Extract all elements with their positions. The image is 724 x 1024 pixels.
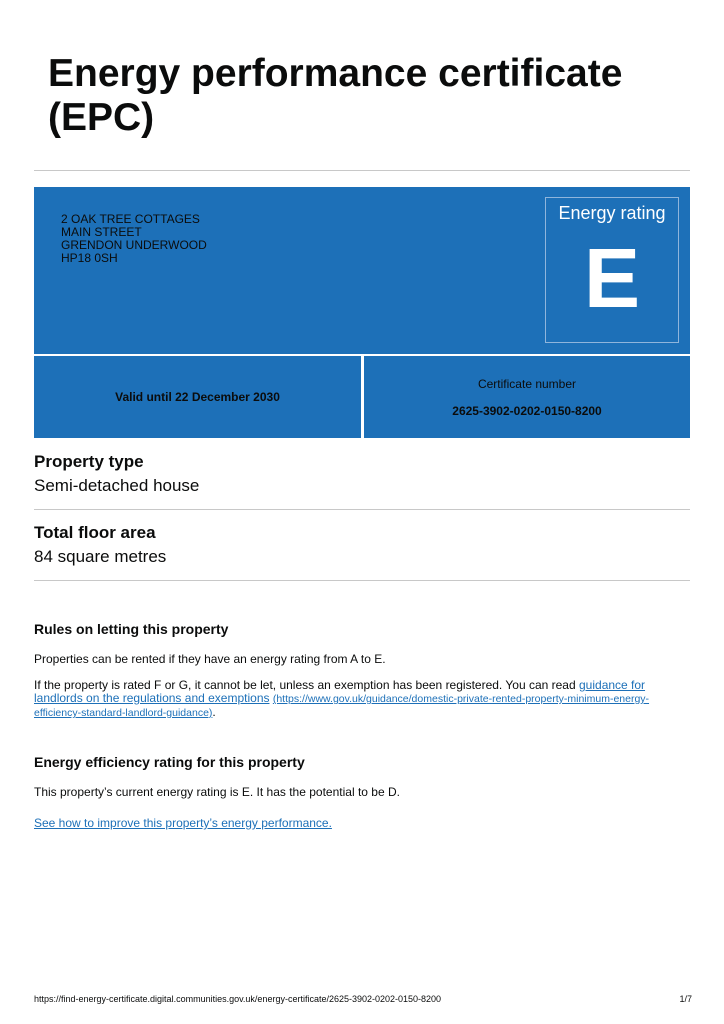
section-divider <box>34 509 690 510</box>
efficiency-paragraph: This property’s current energy rating is E. It has the potential to be D. <box>34 785 400 799</box>
certificate-number-label: Certificate number <box>477 377 577 391</box>
address-line: MAIN STREET <box>61 225 142 239</box>
energy-rating-label: Energy rating <box>558 203 666 223</box>
address-line: HP18 0SH <box>61 251 118 265</box>
valid-until-text: Valid until 22 December 2030 <box>115 390 280 404</box>
letting-rules-paragraph: Properties can be rented if they have an energy rating from A to E. <box>34 652 386 666</box>
section-divider <box>34 580 690 581</box>
page-title: Energy performance certificate (EPC) <box>48 52 623 139</box>
address-line: 2 OAK TREE COTTAGES <box>61 212 200 226</box>
energy-rating-box <box>545 197 679 343</box>
footer-url: https://find-energy-certificate.digital.communities.gov.uk/energy-certificate/2625-3902-0202-0150-8200 <box>34 994 442 1004</box>
address-line: GRENDON UNDERWOOD <box>61 238 207 252</box>
landlord-guidance-url[interactable]: (https://www.gov.uk/guidance/domestic-private-rented-property-minimum-energy-efficiency-standard-landlord-guidance) <box>34 693 650 719</box>
floor-area-value: 84 square metres <box>34 547 167 566</box>
improve-paragraph <box>34 817 694 830</box>
page-number: 1/7 <box>679 994 692 1004</box>
property-address <box>61 213 207 265</box>
property-type-heading: Property type <box>34 452 144 471</box>
property-type-value: Semi-detached house <box>34 476 200 495</box>
letting-rules-heading: Rules on letting this property <box>34 621 229 637</box>
certificate-number: 2625-3902-0202-0150-8200 <box>452 404 602 418</box>
improve-performance-link[interactable]: See how to improve this property’s energy performance. <box>34 816 332 830</box>
floor-area-heading: Total floor area <box>34 523 156 542</box>
exemptions-text: If the property is rated F or G, it cannot be let, unless an exemption has been registered. You can read <box>34 678 579 692</box>
certificate-panel <box>364 356 690 438</box>
sentence-end: . <box>212 705 216 719</box>
letting-rules-exemptions-paragraph <box>34 679 694 720</box>
landlord-guidance-link[interactable]: guidance for landlords on the regulations and exemptions <box>34 678 646 705</box>
efficiency-heading: Energy efficiency rating for this property <box>34 754 305 770</box>
title-divider <box>34 170 690 171</box>
energy-rating-letter: E <box>583 231 641 325</box>
